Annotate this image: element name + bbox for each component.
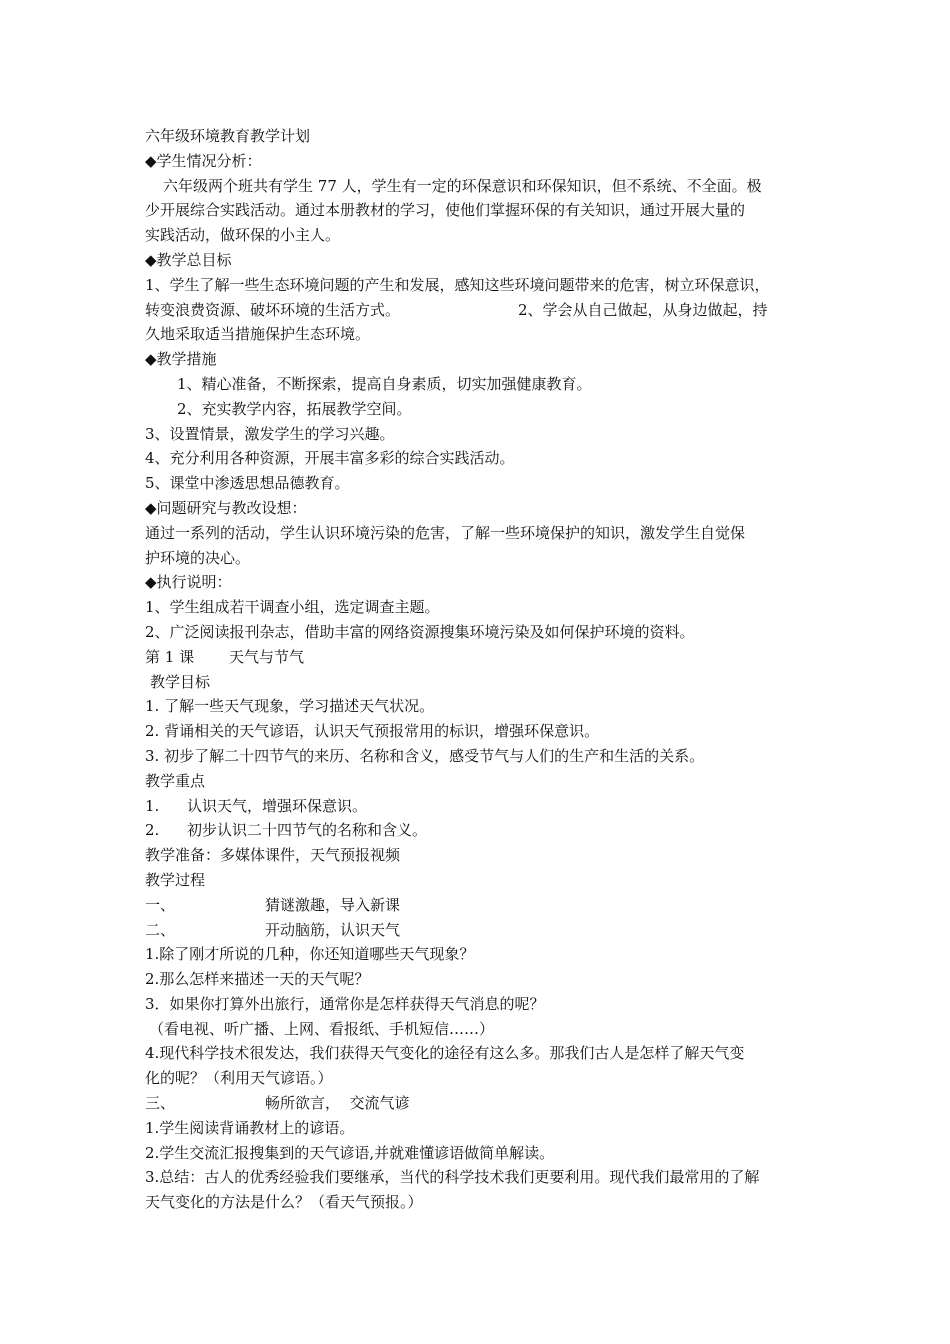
paragraph-line: 通过一系列的活动，学生认识环境污染的危害，了解一些环境保护的知识，激发学生自觉保	[145, 523, 746, 542]
subheading-key-points: 教学重点	[145, 771, 206, 790]
lesson-title: 天气与节气	[229, 647, 305, 666]
item-text: 认识天气，增强环保意识。	[187, 796, 368, 815]
list-item: 天气变化的方法是什么？（看天气预报。）	[145, 1193, 423, 1212]
list-item: 2、广泛阅读报刊杂志，借助丰富的网络资源搜集环境污染及如何保护环境的资料。	[145, 622, 695, 641]
list-item: 3、设置情景，激发学生的学习兴趣。	[145, 424, 395, 443]
list-item: 3．如果你打算外出旅行，通常你是怎样获得天气消息的呢？	[145, 994, 545, 1013]
section-heading-research: ◆问题研究与教改设想：	[145, 498, 307, 517]
paragraph-line: 1、学生了解一些生态环境问题的产生和发展，感知这些环境问题带来的危害，树立环保意识，	[145, 275, 770, 294]
paragraph-line: 久地采取适当措施保护生态环境。	[145, 325, 371, 344]
list-item	[145, 794, 815, 819]
list-item: 2、充实教学内容，拓展教学空间。	[177, 399, 412, 418]
list-item: 3.总结：古人的优秀经验我们要继承，当代的科学技术我们更要利用。现代我们最常用的了解	[145, 1168, 760, 1187]
process-step	[145, 893, 815, 918]
list-item: 5、课堂中渗透思想品德教育。	[145, 474, 350, 493]
section-heading-execution: ◆执行说明：	[145, 573, 232, 592]
step-title: 畅所欲言， 交流气谚	[265, 1094, 410, 1113]
section-heading-measures: ◆教学措施	[145, 350, 217, 369]
list-item: 3. 初步了解二十四节气的来历、名称和含义，感受节气与人们的生产和生活的关系。	[145, 746, 705, 765]
section-heading-student-analysis: ◆学生情况分析：	[145, 151, 262, 170]
preparation-line: 教学准备：多媒体课件，天气预报视频	[145, 846, 401, 865]
list-item: （看电视、听广播、上网、看报纸、手机短信……）	[149, 1019, 495, 1038]
section-heading-goals: ◆教学总目标	[145, 250, 232, 269]
paragraph-line	[145, 298, 815, 323]
process-step	[145, 918, 815, 943]
document-title: 六年级环境教育教学计划	[145, 127, 311, 145]
step-number: 二、	[145, 920, 176, 939]
list-item: 化的呢？（利用天气谚语。）	[145, 1069, 333, 1088]
paragraph-line: 少开展综合实践活动。通过本册教材的学习，使他们掌握环保的有关知识，通过开展大量的	[145, 201, 746, 220]
list-item: 1.学生阅读背诵教材上的谚语。	[145, 1118, 355, 1137]
list-item	[145, 818, 815, 843]
item-number: 1.	[145, 796, 160, 815]
list-item: 1.除了刚才所说的几种，你还知道哪些天气现象？	[145, 945, 475, 964]
step-number: 三、	[145, 1094, 176, 1113]
lesson-heading	[145, 645, 815, 670]
list-item: 1、精心准备，不断探索，提高自身素质，切实加强健康教育。	[177, 374, 592, 393]
item-number: 2.	[145, 821, 160, 840]
list-item: 4、充分利用各种资源，开展丰富多彩的综合实践活动。	[145, 449, 515, 468]
subheading-goals: 教学目标	[150, 672, 211, 691]
item-text: 初步认识二十四节气的名称和含义。	[187, 821, 428, 840]
lesson-number: 第 1 课	[145, 647, 195, 666]
list-item: 2.学生交流汇报搜集到的天气谚语,并就难懂谚语做简单解读。	[145, 1143, 555, 1162]
list-item: 1. 了解一些天气现象，学习描述天气状况。	[145, 697, 435, 716]
paragraph-line: 护环境的决心。	[145, 548, 251, 567]
paragraph-line: 实践活动，做环保的小主人。	[145, 226, 341, 245]
paragraph-line: 六年级两个班共有学生 77 人，学生有一定的环保意识和环保知识，但不系统、不全面。极	[163, 176, 762, 195]
document-body	[145, 124, 815, 1215]
list-item: 4.现代科学技术很发达，我们获得天气变化的途径有这么多。那我们古人是怎样了解天气变	[145, 1044, 745, 1063]
step-number: 一、	[145, 895, 176, 914]
process-step	[145, 1091, 815, 1116]
list-item: 2. 背诵相关的天气谚语，认识天气预报常用的标识，增强环保意识。	[145, 722, 600, 741]
list-item: 2.那么怎样来描述一天的天气呢？	[145, 970, 370, 989]
subheading-process: 教学过程	[145, 870, 206, 889]
step-title: 开动脑筋，认识天气	[265, 920, 401, 939]
goal-text-part: 转变浪费资源、破坏环境的生活方式。	[145, 300, 401, 319]
goal-text-part: 2、学会从自己做起，从身边做起，持	[518, 300, 768, 319]
step-title: 猜谜激趣，导入新课	[265, 895, 401, 914]
list-item: 1、学生组成若干调查小组，选定调查主题。	[145, 598, 440, 617]
